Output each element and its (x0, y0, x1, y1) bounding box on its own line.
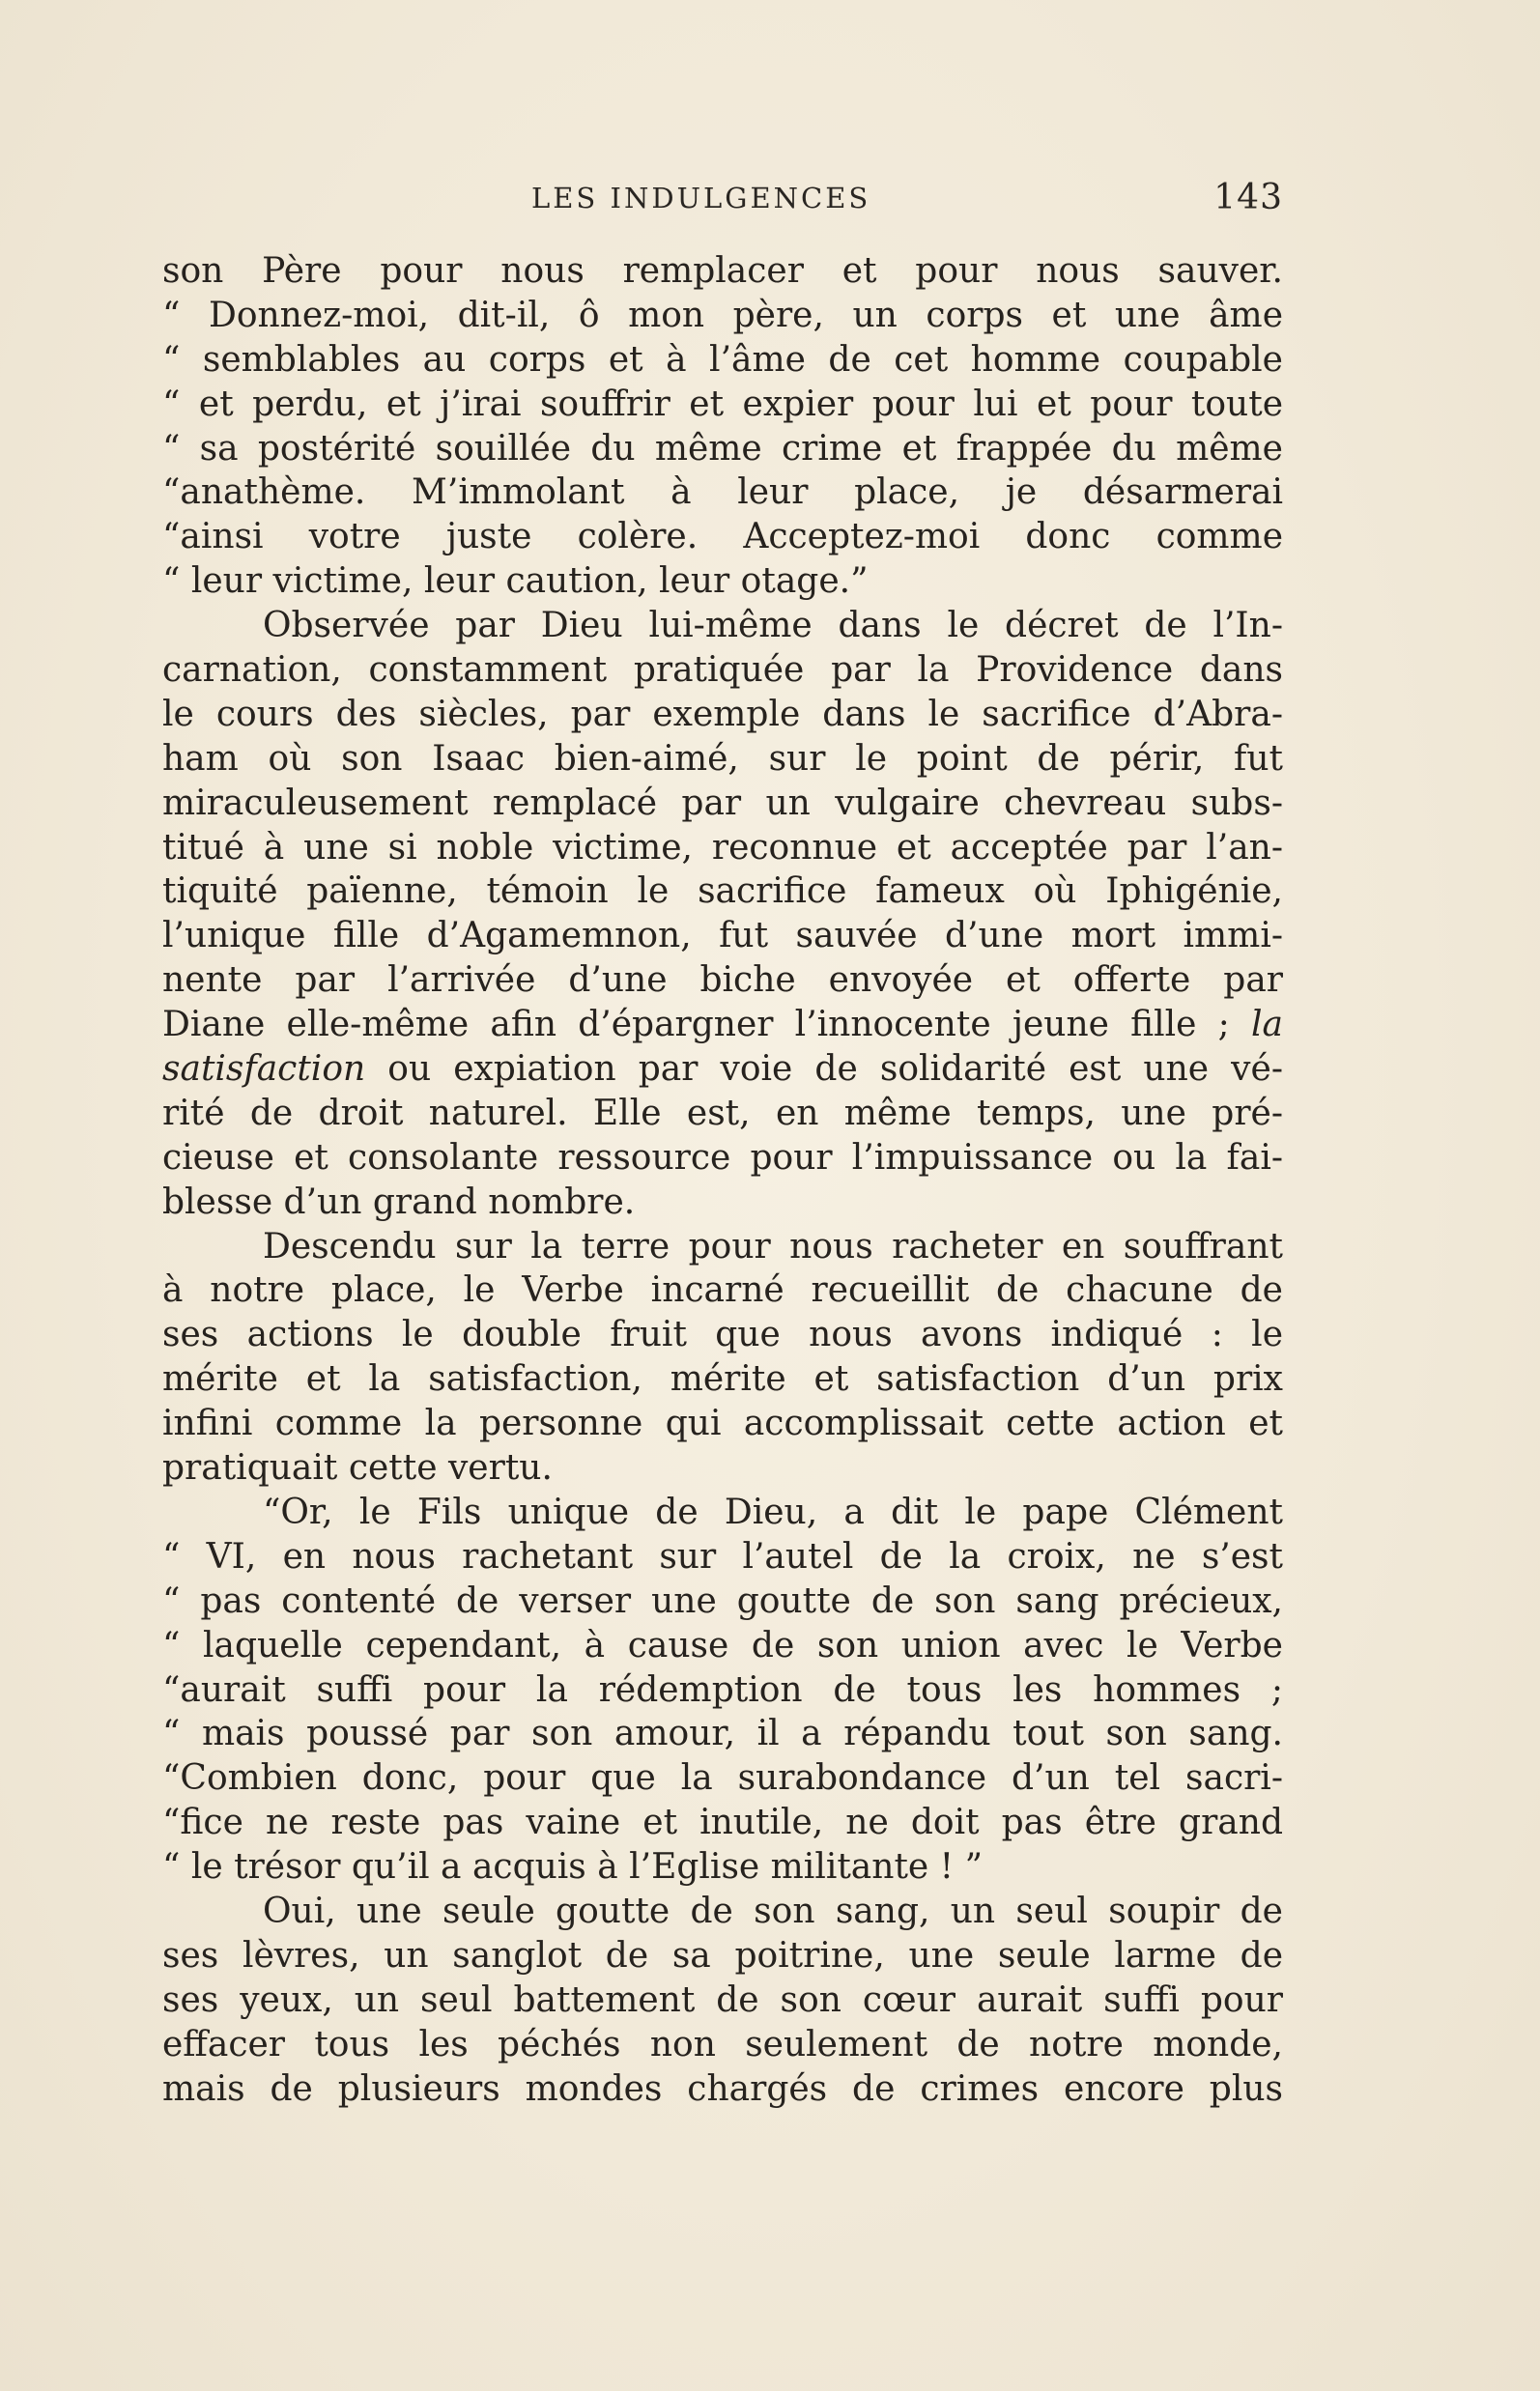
page-number: 143 (1213, 178, 1283, 217)
text-line: titué à une si noble victime, reconnue et acceptée par l’an- (162, 827, 1283, 868)
text-line: “Combien donc, pour que la surabondance d’un tel sacri- (162, 1758, 1283, 1799)
text-line: le cours des siècles, par exemple dans le sacrifice d’Abra- (162, 694, 1283, 734)
text-line: “ Donnez-moi, dit-il, ô mon père, un corps et une âme (162, 295, 1283, 335)
text-line: ses lèvres, un sanglot de sa poitrine, une seule larme de (162, 1935, 1283, 1976)
text-line (162, 1047, 1283, 1092)
text-line: ham où son Isaac bien-aimé, sur le point de périr, fut (162, 738, 1283, 779)
text-line: “ semblables au corps et à l’âme de cet homme coupable (162, 339, 1283, 380)
text-line: Observée par Dieu lui-même dans le décret de l’In- (263, 606, 1283, 646)
text-line: pratiquait cette vertu. (162, 1448, 553, 1489)
text-line: “ VI, en nous rachetant sur l’autel de la croix, ne s’est (162, 1536, 1283, 1577)
text-line: “aurait suffi pour la rédemption de tous les hommes ; (162, 1669, 1283, 1710)
text-line: “ pas contenté de verser une goutte de son sang précieux, (162, 1580, 1283, 1621)
text-line: “Or, le Fils unique de Dieu, a dit le pape Clément (263, 1492, 1283, 1532)
text-line: à notre place, le Verbe incarné recueillit de chacune de (162, 1270, 1283, 1311)
text-line: nente par l’arrivée d’une biche envoyée et offerte par (162, 960, 1283, 1001)
text-line: ses yeux, un seul battement de son cœur aurait suffi pour (162, 1979, 1283, 2020)
text-line: “ sa postérité souillée du même crime et frappée du même (162, 428, 1283, 469)
text-line: “ et perdu, et j’irai souffrir et expier pour lui et pour toute (162, 384, 1283, 424)
text-line: carnation, constamment pratiquée par la Providence dans (162, 650, 1283, 691)
text-line: “fice ne reste pas vaine et inutile, ne doit pas être grand (162, 1803, 1283, 1843)
running-title: LES INDULGENCES (531, 182, 871, 214)
text-line: rité de droit naturel. Elle est, en même temps, une pré- (162, 1093, 1283, 1133)
text-line: Descendu sur la terre pour nous racheter en souffrant (263, 1226, 1283, 1267)
text-line: son Père pour nous remplacer et pour nous sauver. (162, 251, 1283, 291)
text-line: “anathème. M’immolant à leur place, je désarmerai (162, 472, 1283, 513)
text-line: mérite et la satisfaction, mérite et satisfaction d’un prix (162, 1359, 1283, 1400)
text-line: “ leur victime, leur caution, leur otage.” (162, 561, 869, 602)
body-text (162, 249, 1283, 2111)
text-line: “ainsi votre juste colère. Acceptez-moi donc comme (162, 517, 1283, 557)
text-segment: ou expiation par voie de solidarité est une vé- (387, 1049, 1283, 1090)
text-line: “ le trésor qu’il a acquis à l’Eglise militante ! ” (162, 1847, 983, 1888)
text-line: “ laquelle cependant, à cause de son union avec le Verbe (162, 1625, 1283, 1665)
text-line: miraculeusement remplacé par un vulgaire chevreau subs- (162, 783, 1283, 823)
page-header (164, 178, 1283, 230)
text-line: Oui, une seule goutte de son sang, un seul soupir de (263, 1891, 1283, 1931)
italic-word: la (1251, 1005, 1283, 1045)
text-line: tiquité païenne, témoin le sacrifice fameux où Iphigénie, (162, 871, 1283, 912)
text-line (162, 1003, 1283, 1047)
text-line: blesse d’un grand nombre. (162, 1181, 636, 1222)
text-line: effacer tous les péchés non seulement de notre monde, (162, 2024, 1283, 2064)
text-line: cieuse et consolante ressource pour l’impuissance ou la fai- (162, 1137, 1283, 1178)
text-line: infini comme la personne qui accomplissait cette action et (162, 1404, 1283, 1444)
text-segment: Diane elle-même afin d’épargner l’innocente jeune fille ; (162, 1005, 1230, 1045)
text-line: “ mais poussé par son amour, il a répandu tout son sang. (162, 1714, 1283, 1754)
text-line: l’unique fille d’Agamemnon, fut sauvée d’une mort immi- (162, 916, 1283, 956)
text-line: mais de plusieurs mondes chargés de crimes encore plus (162, 2068, 1283, 2109)
italic-word: satisfaction (162, 1049, 366, 1090)
text-line: ses actions le double fruit que nous avons indiqué : le (162, 1315, 1283, 1355)
